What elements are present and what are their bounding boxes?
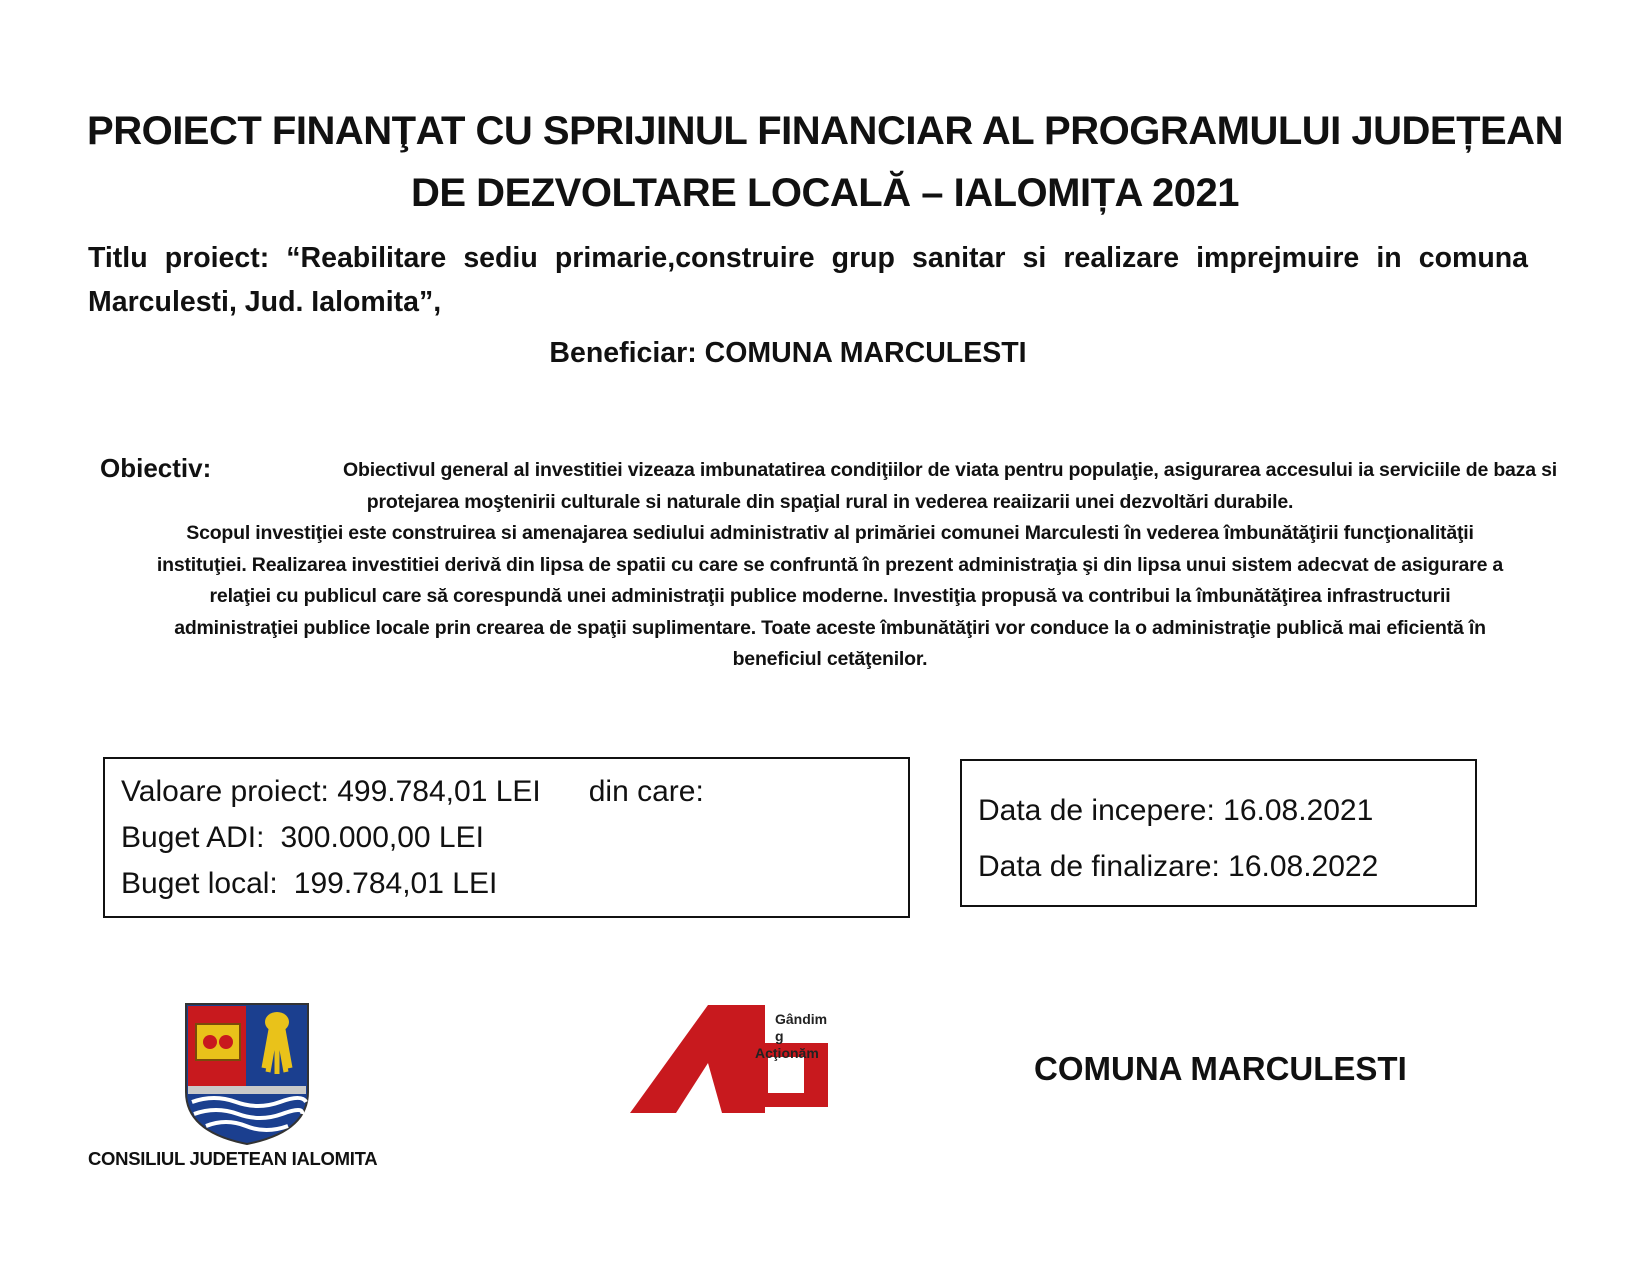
objective-text (100, 455, 1560, 676)
objective-line-1: Obiectivul general al investitiei vizeaza imbunatatirea condiţiilor de viata pentru populaţie, asigurarea accesului ia serviciile de baza si (343, 459, 1557, 481)
county-council-label: CONSILIUL JUDETEAN IALOMITA (88, 1148, 378, 1169)
budget-value-row (121, 769, 908, 815)
title-line-1: PROIECT FINANŢAT CU SPRIJINUL FINANCIAR AL PROGRAMULUI JUDEȚEAN (87, 109, 1563, 153)
budget-adi-row (121, 815, 908, 861)
page-title (60, 100, 1590, 224)
budget-local-value: 199.784,01 LEI (293, 867, 498, 900)
adi-slogan (745, 1011, 835, 1062)
budget-box (103, 757, 910, 918)
start-date: Data de incepere: 16.08.2021 (978, 794, 1374, 827)
adi-slogan-line-2: Acţionăm (755, 1045, 819, 1061)
title-line-2: DE DEZVOLTARE LOCALĂ – IALOMIȚA 2021 (411, 171, 1239, 215)
adi-slogan-line-1: Gândim g (775, 1011, 828, 1044)
project-title: Titlu proiect: “Reabilitare sediu primarie,construire grup sanitar si realizare imprejmuire in comuna Marculesti, Jud. Ialomita”, (88, 242, 1528, 318)
end-date: Data de finalizare: 16.08.2022 (978, 850, 1379, 883)
beneficiary: Beneficiar: COMUNA MARCULESTI (549, 337, 1027, 369)
objective-line-6: administraţiei publice locale prin crearea de spaţii suplimentare. Toate aceste îmbunătăţiri vor conduce la o administraţie publică mai eficientă în (174, 616, 1486, 639)
objective-line-3: Scopul investiţiei este construirea si amenajarea sediului administrativ al primăriei comunei Marculesti în vederea îmbunătăţirii funcţionalităţii (186, 522, 1474, 544)
budget-local-label: Buget local: (121, 867, 278, 900)
commune-name: COMUNA MARCULESTI (1034, 1050, 1407, 1087)
budget-local-row (121, 861, 908, 907)
budget-adi-value: 300.000,00 LEI (280, 821, 484, 854)
din-care-label: din care: (588, 775, 704, 808)
project-value: Valoare proiect: 499.784,01 LEI (121, 775, 541, 808)
objective-line-4: instituţiei. Realizarea investitiei derivă din lipsa de spatii cu care se confruntă în prezent administraţia şi din lipsa unui sistem adecvat de asigurare a (156, 553, 1504, 576)
adi-logo (630, 1005, 835, 1115)
county-coat-of-arms-icon (184, 1002, 310, 1146)
dates-box (960, 759, 1477, 907)
objective-label: Obiectiv: (100, 453, 212, 483)
budget-adi-label: Buget ADI: (121, 821, 265, 854)
objective-line-5: relaţiei cu publicul care să corespundă unei administraţii publice moderne. Investiţia propusă va contribui la îmbunătăţirea infrastructurii (209, 585, 1451, 607)
objective-line-7: beneficiul cetăţenilor. (732, 648, 928, 670)
objective-line-2: protejarea moştenirii culturale si naturale din spaţial rural in vederea reaiizarii unei dezvoltări durabile. (366, 490, 1294, 513)
